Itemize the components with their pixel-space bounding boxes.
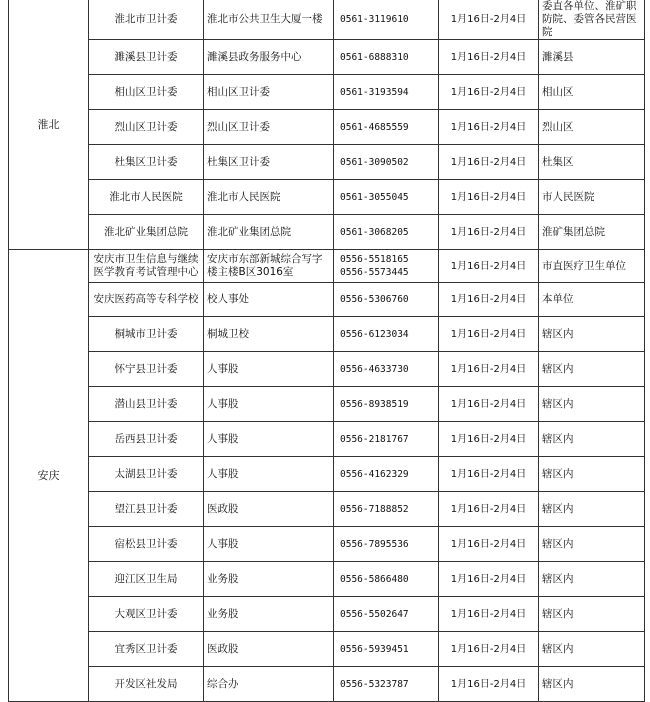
date-cell: 1月16日-2月4日 xyxy=(439,527,539,562)
org-cell: 宿松县卫计委 xyxy=(89,527,204,562)
phone-cell: 0556-5518165 0556-5573445 xyxy=(334,250,439,283)
scope-cell: 辖区内 xyxy=(539,597,645,632)
date-cell: 1月16日-2月4日 xyxy=(439,250,539,283)
phone-cell: 0561-3055045 xyxy=(334,180,439,215)
address-cell: 濉溪县政务服务中心 xyxy=(204,40,334,75)
date-cell: 1月16日-2月4日 xyxy=(439,562,539,597)
phone-cell: 0561-6888310 xyxy=(334,40,439,75)
address-cell: 医政股 xyxy=(204,492,334,527)
phone-cell: 0561-3090502 xyxy=(334,145,439,180)
org-cell: 相山区卫计委 xyxy=(89,75,204,110)
org-cell: 安庆医药高等专科学校 xyxy=(89,283,204,317)
address-cell: 桐城卫校 xyxy=(204,317,334,352)
org-cell: 安庆市卫生信息与继续医学教育考试管理中心 xyxy=(89,250,204,283)
table-row xyxy=(9,145,645,180)
date-cell: 1月16日-2月4日 xyxy=(439,457,539,492)
address-cell: 综合办 xyxy=(204,667,334,702)
table-row xyxy=(9,283,645,317)
scope-cell: 辖区内 xyxy=(539,387,645,422)
date-cell: 1月16日-2月4日 xyxy=(439,352,539,387)
phone-cell: 0561-3193594 xyxy=(334,75,439,110)
phone-cell: 0561-4685559 xyxy=(334,110,439,145)
phone-cell: 0556-6123034 xyxy=(334,317,439,352)
table-row xyxy=(9,317,645,352)
address-cell: 人事股 xyxy=(204,457,334,492)
date-cell: 1月16日-2月4日 xyxy=(439,597,539,632)
scope-cell: 烈山区 xyxy=(539,110,645,145)
table-row xyxy=(9,352,645,387)
address-cell: 人事股 xyxy=(204,387,334,422)
address-cell: 烈山区卫计委 xyxy=(204,110,334,145)
table-row xyxy=(9,215,645,250)
table-row xyxy=(9,457,645,492)
scope-cell: 辖区内 xyxy=(539,632,645,667)
table-row xyxy=(9,422,645,457)
table-row xyxy=(9,632,645,667)
address-cell: 人事股 xyxy=(204,352,334,387)
address-cell: 医政股 xyxy=(204,632,334,667)
address-cell: 人事股 xyxy=(204,422,334,457)
date-cell: 1月16日-2月4日 xyxy=(439,145,539,180)
table-row xyxy=(9,40,645,75)
scope-cell: 辖区内 xyxy=(539,492,645,527)
phone-cell: 0561-3068205 xyxy=(334,215,439,250)
org-cell: 迎江区卫生局 xyxy=(89,562,204,597)
date-cell: 1月16日-2月4日 xyxy=(439,180,539,215)
table-row xyxy=(9,75,645,110)
table-row xyxy=(9,667,645,702)
phone-cell: 0556-7895536 xyxy=(334,527,439,562)
address-cell: 安庆市东部新城综合写字楼主楼B区3016室 xyxy=(204,250,334,283)
phone-cell: 0556-4633730 xyxy=(334,352,439,387)
org-cell: 潜山县卫计委 xyxy=(89,387,204,422)
address-cell: 杜集区卫计委 xyxy=(204,145,334,180)
city-cell: 淮北 xyxy=(9,0,89,250)
scope-cell: 辖区内 xyxy=(539,667,645,702)
org-cell: 桐城市卫计委 xyxy=(89,317,204,352)
phone-cell: 0556-5502647 xyxy=(334,597,439,632)
table-row xyxy=(9,562,645,597)
date-cell: 1月16日-2月4日 xyxy=(439,283,539,317)
date-cell: 1月16日-2月4日 xyxy=(439,387,539,422)
address-cell: 业务股 xyxy=(204,597,334,632)
address-cell: 淮北市人民医院 xyxy=(204,180,334,215)
scope-cell: 辖区内 xyxy=(539,457,645,492)
scope-cell: 相山区 xyxy=(539,75,645,110)
date-cell: 1月16日-2月4日 xyxy=(439,632,539,667)
scope-cell: 市直医疗卫生单位 xyxy=(539,250,645,283)
address-cell: 人事股 xyxy=(204,527,334,562)
org-cell: 开发区社发局 xyxy=(89,667,204,702)
table-row xyxy=(9,250,645,283)
table-row xyxy=(9,110,645,145)
table-row xyxy=(9,0,645,40)
phone-cell: 0556-2181767 xyxy=(334,422,439,457)
table-body xyxy=(9,0,645,702)
address-cell: 业务股 xyxy=(204,562,334,597)
scope-cell: 淮矿集团总院 xyxy=(539,215,645,250)
org-cell: 岳西县卫计委 xyxy=(89,422,204,457)
phone-cell: 0561-3119610 xyxy=(334,0,439,40)
table-row xyxy=(9,180,645,215)
scope-cell: 本单位 xyxy=(539,283,645,317)
org-cell: 怀宁县卫计委 xyxy=(89,352,204,387)
scope-cell: 濉溪县 xyxy=(539,40,645,75)
date-cell: 1月16日-2月4日 xyxy=(439,40,539,75)
table-row xyxy=(9,492,645,527)
scope-cell: 委直各单位、淮矿职防院、委管各民营医院 xyxy=(539,0,645,40)
org-cell: 濉溪县卫计委 xyxy=(89,40,204,75)
scope-cell: 辖区内 xyxy=(539,317,645,352)
phone-cell: 0556-5939451 xyxy=(334,632,439,667)
address-cell: 相山区卫计委 xyxy=(204,75,334,110)
scope-cell: 杜集区 xyxy=(539,145,645,180)
phone-cell: 0556-7188852 xyxy=(334,492,439,527)
org-cell: 望江县卫计委 xyxy=(89,492,204,527)
date-cell: 1月16日-2月4日 xyxy=(439,492,539,527)
date-cell: 1月16日-2月4日 xyxy=(439,317,539,352)
address-cell: 淮北矿业集团总院 xyxy=(204,215,334,250)
table-row xyxy=(9,527,645,562)
org-cell: 宜秀区卫计委 xyxy=(89,632,204,667)
registration-sites-table xyxy=(8,0,645,702)
date-cell: 1月16日-2月4日 xyxy=(439,0,539,40)
city-cell: 安庆 xyxy=(9,250,89,702)
date-cell: 1月16日-2月4日 xyxy=(439,75,539,110)
date-cell: 1月16日-2月4日 xyxy=(439,667,539,702)
phone-cell: 0556-5306760 xyxy=(334,283,439,317)
scope-cell: 辖区内 xyxy=(539,527,645,562)
address-cell: 淮北市公共卫生大厦一楼 xyxy=(204,0,334,40)
phone-cell: 0556-5323787 xyxy=(334,667,439,702)
phone-cell: 0556-8938519 xyxy=(334,387,439,422)
date-cell: 1月16日-2月4日 xyxy=(439,110,539,145)
scope-cell: 辖区内 xyxy=(539,422,645,457)
scope-cell: 辖区内 xyxy=(539,562,645,597)
org-cell: 淮北市人民医院 xyxy=(89,180,204,215)
scope-cell: 辖区内 xyxy=(539,352,645,387)
org-cell: 杜集区卫计委 xyxy=(89,145,204,180)
scope-cell: 市人民医院 xyxy=(539,180,645,215)
table-row xyxy=(9,597,645,632)
org-cell: 淮北市卫计委 xyxy=(89,0,204,40)
phone-cell: 0556-5866480 xyxy=(334,562,439,597)
org-cell: 大观区卫计委 xyxy=(89,597,204,632)
org-cell: 淮北矿业集团总院 xyxy=(89,215,204,250)
phone-cell: 0556-4162329 xyxy=(334,457,439,492)
date-cell: 1月16日-2月4日 xyxy=(439,215,539,250)
org-cell: 烈山区卫计委 xyxy=(89,110,204,145)
address-cell: 校人事处 xyxy=(204,283,334,317)
date-cell: 1月16日-2月4日 xyxy=(439,422,539,457)
table-row xyxy=(9,387,645,422)
org-cell: 太湖县卫计委 xyxy=(89,457,204,492)
